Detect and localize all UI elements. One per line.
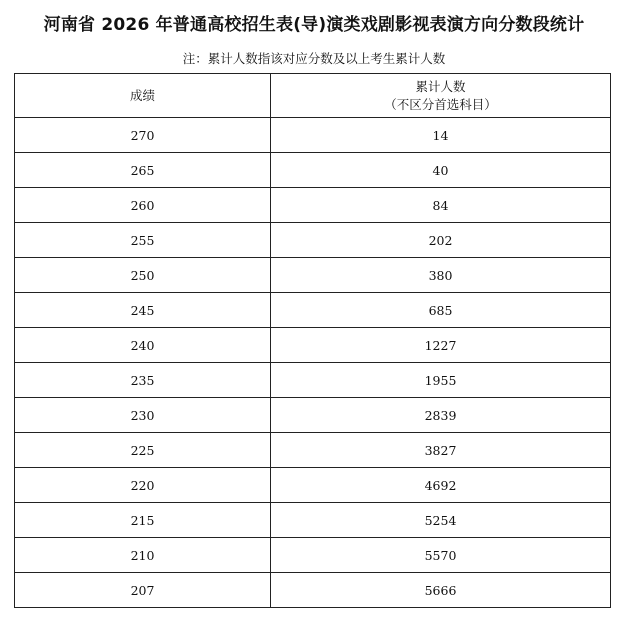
count-cell: 40 xyxy=(271,153,611,188)
score-cell: 240 xyxy=(15,328,271,363)
score-cell: 210 xyxy=(15,538,271,573)
count-cell: 685 xyxy=(271,293,611,328)
table-header-row xyxy=(15,74,611,118)
count-cell: 14 xyxy=(271,118,611,153)
count-cell: 2839 xyxy=(271,398,611,433)
table-row xyxy=(15,503,611,538)
score-cell: 220 xyxy=(15,468,271,503)
table-row xyxy=(15,223,611,258)
count-cell: 5254 xyxy=(271,503,611,538)
table-row xyxy=(15,258,611,293)
table-row xyxy=(15,398,611,433)
header-cumulative-count xyxy=(271,74,611,118)
count-cell: 202 xyxy=(271,223,611,258)
table-row xyxy=(15,118,611,153)
header-score: 成绩 xyxy=(15,74,271,118)
count-cell: 380 xyxy=(271,258,611,293)
score-cell: 207 xyxy=(15,573,271,608)
table-row xyxy=(15,328,611,363)
count-cell: 84 xyxy=(271,188,611,223)
score-cell: 235 xyxy=(15,363,271,398)
header-count-label: 累计人数 xyxy=(415,78,466,94)
count-cell: 5570 xyxy=(271,538,611,573)
header-count-subtitle: （不区分首选科目） xyxy=(384,96,497,112)
score-cell: 215 xyxy=(15,503,271,538)
table-row xyxy=(15,188,611,223)
score-cell: 225 xyxy=(15,433,271,468)
table-row xyxy=(15,468,611,503)
score-cell: 260 xyxy=(15,188,271,223)
count-cell: 3827 xyxy=(271,433,611,468)
count-cell: 4692 xyxy=(271,468,611,503)
score-distribution-table xyxy=(14,73,611,608)
score-cell: 250 xyxy=(15,258,271,293)
table-row xyxy=(15,153,611,188)
score-cell: 265 xyxy=(15,153,271,188)
score-cell: 255 xyxy=(15,223,271,258)
page-title: 河南省 2026 年普通高校招生表(导)演类戏剧影视表演方向分数段统计 xyxy=(43,15,585,35)
table-note: 注：累计人数指该对应分数及以上考生累计人数 xyxy=(182,51,446,66)
count-cell: 1227 xyxy=(271,328,611,363)
score-cell: 270 xyxy=(15,118,271,153)
count-cell: 5666 xyxy=(271,573,611,608)
table-row xyxy=(15,293,611,328)
table-row xyxy=(15,538,611,573)
table-row xyxy=(15,363,611,398)
table-row xyxy=(15,433,611,468)
score-cell: 245 xyxy=(15,293,271,328)
count-cell: 1955 xyxy=(271,363,611,398)
table-row xyxy=(15,573,611,608)
score-cell: 230 xyxy=(15,398,271,433)
